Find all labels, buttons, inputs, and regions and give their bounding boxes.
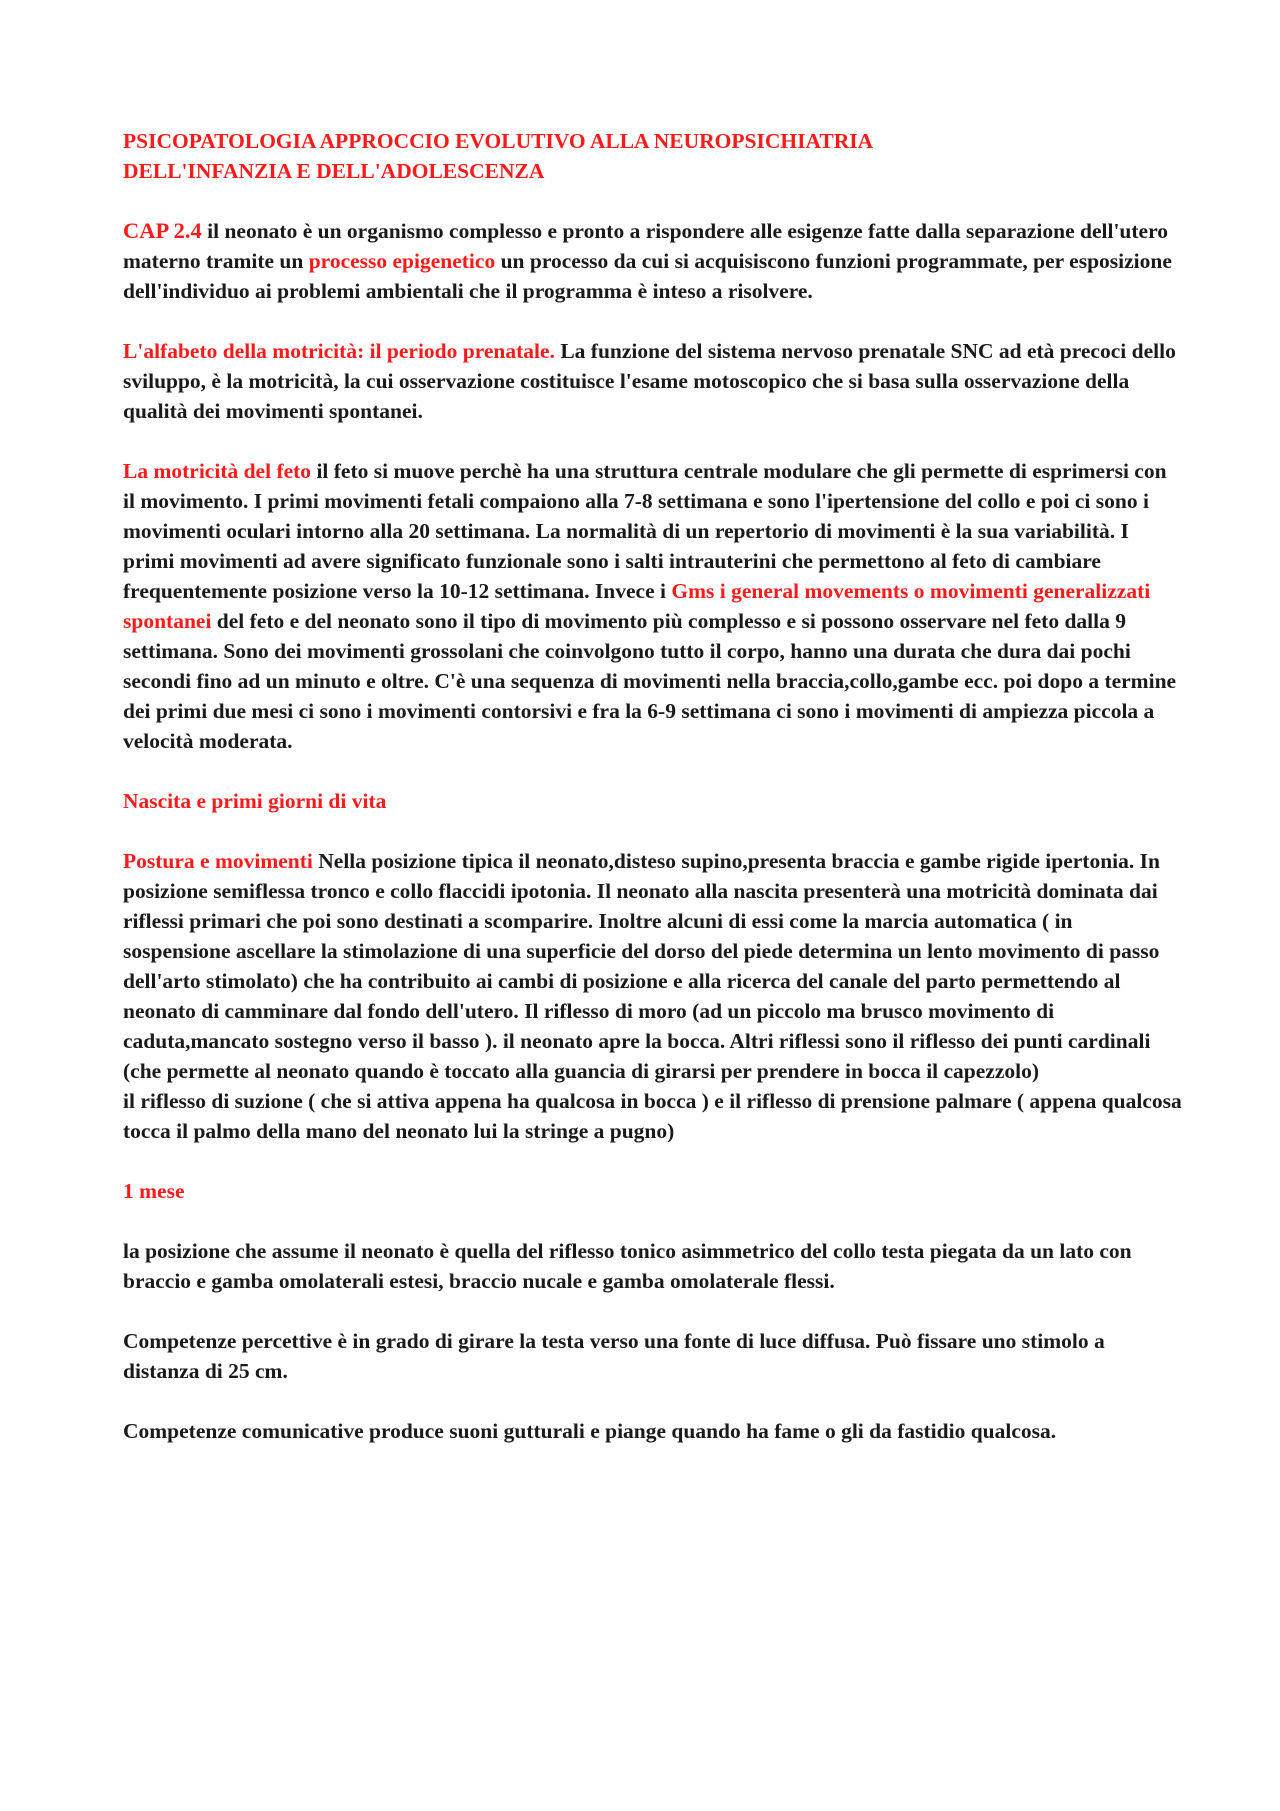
paragraph-comunicative: Competenze comunicative produce suoni gutturali e piange quando ha fame o gli da fastidio qualcosa. — [123, 1419, 1057, 1443]
paragraph-postura — [123, 846, 1183, 1146]
feto-highlight: Gms i general movements o movimenti generalizzati spontanei — [123, 579, 1151, 633]
alfabeto-heading: L'alfabeto della motricità: il periodo prenatale. — [123, 339, 555, 363]
paragraph-feto — [123, 456, 1183, 756]
cap-label: CAP 2.4 — [123, 218, 202, 243]
paragraph-cap — [123, 216, 1183, 306]
cap-text-after: un processo da cui si acquisiscono funzioni programmate, per esposizione dell'individuo ai problemi ambientali che il programma è inteso a risolvere. — [123, 249, 1172, 303]
feto-heading: La motricità del feto — [123, 459, 312, 483]
paragraph-percettive: Competenze percettive è in grado di girare la testa verso una fonte di luce diffusa. Può fissare uno stimolo a distanza di 25 cm. — [123, 1329, 1105, 1383]
postura-text: Nella posizione tipica il neonato,disteso supino,presenta braccia e gambe rigide ipertonia. In posizione semiflessa tronco e collo flaccidi ipotonia. Il neonato alla nascita presenterà una motricità dominata dai riflessi primari che poi sono destinati a scomparire. Inoltre alcuni di essi come la marcia automatica ( in sospensione ascellare la stimolazione di una superficie del dorso del piede determina un lento movimento di passo dell'arto stimolato) che ha contribuito ai cambi di posizione e alla ricerca del canale del parto permettendo al neonato di camminare dal fondo dell'utero. Il riflesso di moro (ad un piccolo ma brusco movimento di caduta,mancato sostegno verso il basso ). il neonato apre la bocca. Altri riflessi sono il riflesso dei punti cardinali (che permette al neonato quando è toccato alla guancia di girarsi per prendere in bocca il capezzolo) — [123, 849, 1160, 1083]
feto-text-before: il feto si muove perchè ha una struttura centrale modulare che gli permette di esprimersi con il movimento. I primi movimenti fetali compaiono alla 7-8 settimana e sono l'ipertensione del collo e poi ci sono i movimenti oculari intorno alla 20 settimana. La normalità di un repertorio di movimenti è la sua variabilità. I primi movimenti ad avere significato funzionale sono i salti intrauterini che permettono al feto di cambiare frequentemente posizione verso la 10-12 settimana. Invece i — [123, 459, 1167, 603]
paragraph-mese: la posizione che assume il neonato è quella del riflesso tonico asimmetrico del collo testa piegata da un lato con braccio e gamba omolaterali estesi, braccio nucale e gamba omolaterale flessi. — [123, 1239, 1132, 1293]
alfabeto-text: La funzione del sistema nervoso prenatale SNC ad età precoci dello sviluppo, è la motricità, la cui osservazione costituisce l'esame motoscopico che si basa sulla osservazione della qualità dei movimenti spontanei. — [123, 339, 1176, 423]
postura-heading: Postura e movimenti — [123, 849, 313, 873]
document-page — [123, 126, 1183, 1476]
postura-text-2: il riflesso di suzione ( che si attiva appena ha qualcosa in bocca ) e il riflesso di prensione palmare ( appena qualcosa tocca il palmo della mano del neonato lui la stringe a pugno) — [123, 1089, 1182, 1143]
document-title — [123, 126, 1183, 186]
nascita-heading: Nascita e primi giorni di vita — [123, 789, 387, 813]
feto-text-after: del feto e del neonato sono il tipo di movimento più complesso e si possono osservare nel feto dalla 9 settimana. Sono dei movimenti grossolani che coinvolgono tutto il corpo, hanno una durata che dura dai pochi secondi fino ad un minuto e oltre. C'è una sequenza di movimenti nella braccia,collo,gambe ecc. poi dopo a termine dei primi due mesi ci sono i movimenti contorsivi e fra la 6-9 settimana ci sono i movimenti di ampiezza piccola a velocità moderata. — [123, 609, 1177, 753]
mese-heading: 1 mese — [123, 1179, 185, 1203]
cap-highlight: processo epigenetico — [308, 249, 496, 273]
paragraph-alfabeto — [123, 336, 1183, 426]
cap-text-before: il neonato è un organismo complesso e pronto a rispondere alle esigenze fatte dalla separazione dell'utero materno tramite un — [123, 219, 1168, 273]
title-line-2: DELL'INFANZIA E DELL'ADOLESCENZA — [123, 159, 545, 183]
title-line-1: PSICOPATOLOGIA APPROCCIO EVOLUTIVO ALLA NEUROPSICHIATRIA — [123, 129, 874, 153]
